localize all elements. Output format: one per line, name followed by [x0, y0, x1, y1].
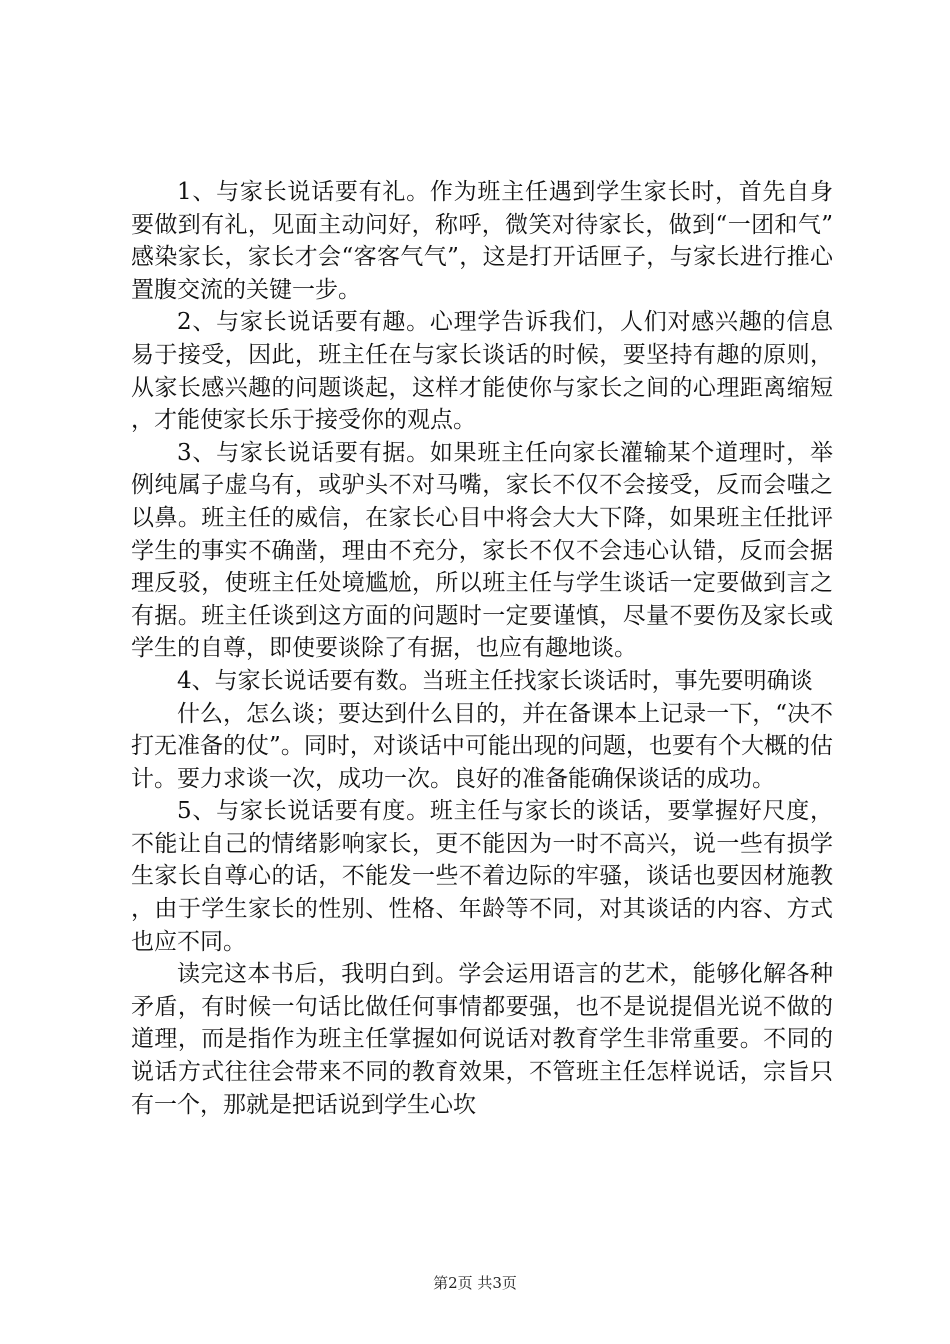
paragraph-5: 5、与家长说话要有度。班主任与家长的谈话，要掌握好尺度，不能让自己的情绪影响家长，更不能因为一时不高兴，说一些有损学生家长自尊心的话，不能发一些不着边际的牢骚，谈话也要因材施教，由于学生家长的性别、性格、年龄等不同，对其谈话的内容、方式也应不同。 [131, 798, 833, 955]
page-footer: 第2页 共3页 [433, 1274, 517, 1292]
document-body [131, 176, 833, 1121]
paragraph-4: 4、与家长说话要有数。当班主任找家长谈话时，事先要明确谈 [177, 667, 813, 694]
paragraph-2: 2、与家长说话要有趣。心理学告诉我们，人们对感兴趣的信息易于接受，因此，班主任在与家长谈话的时候，要坚持有趣的原则，从家长感兴趣的问题谈起，这样才能使你与家长之间的心理距离缩短，才能使家长乐于接受你的观点。 [131, 309, 833, 434]
paragraph-3: 3、与家长说话要有据。如果班主任向家长灌输某个道理时，举例纯属子虚乌有，或驴头不对马嘴，家长不仅不会接受，反而会嗤之以鼻。班主任的威信，在家长心目中将会大大下降，如果班主任批评学生的事实不确凿，理由不充分，家长不仅不会违心认错，反而会据理反驳，使班主任处境尴尬，所以班主任与学生谈话一定要做到言之有据。班主任谈到这方面的问题时一定要谨慎，尽量不要伤及家长或学生的自尊，即使要谈除了有据，也应有趣地谈。 [131, 439, 833, 662]
paragraph-conclusion: 读完这本书后，我明白到。学会运用语言的艺术，能够化解各种矛盾，有时候一句话比做任何事情都要强，也不是说提倡光说不做的道理，而是指作为班主任掌握如何说话对教育学生非常重要。不同的说话方式往往会带来不同的教育效果，不管班主任怎样说话，宗旨只有一个，那就是把话说到学生心坎 [131, 961, 833, 1118]
paragraph-1: 1、与家长说话要有礼。作为班主任遇到学生家长时，首先自身要做到有礼，见面主动问好，称呼，微笑对待家长，做到“一团和气”感染家长，家长才会“客客气气”，这是打开话匣子，与家长进行推心置腹交流的关键一步。 [131, 179, 833, 303]
paragraph-4-continued: 什么，怎么谈；要达到什么目的，并在备课本上记录一下，“决不打无准备的仗”。同时，对谈话中可能出现的问题，也要有个大概的估计。要力求谈一次，成功一次。良好的准备能确保谈话的成功。 [131, 700, 833, 792]
